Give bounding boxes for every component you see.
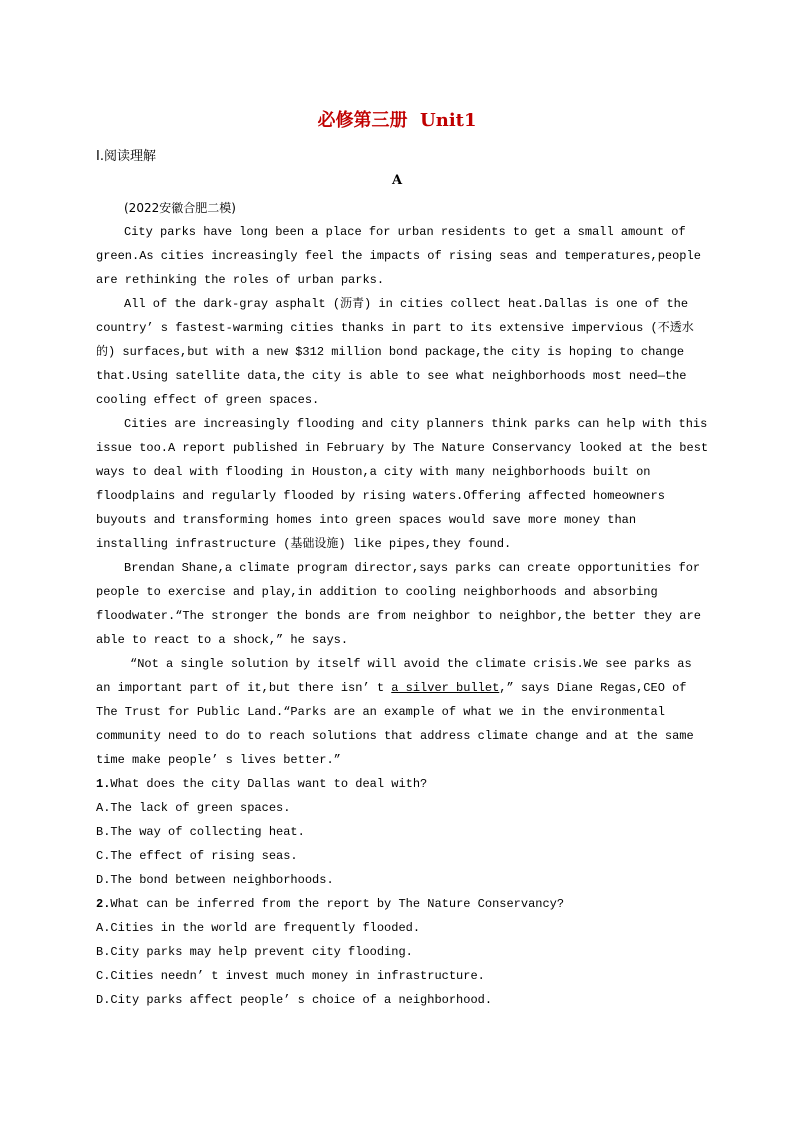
paragraph-5-line-4: community need to do to reach solutions that address climate change and at the same [96, 729, 694, 743]
question-2-option-b: B.City parks may help prevent city flooding. [96, 945, 413, 959]
question-2-option-d: D.City parks affect people’ s choice of a neighborhood. [96, 993, 493, 1007]
paragraph-3-line-4: floodplains and regularly flooded by rising waters.Offering affected homeowners [96, 489, 665, 503]
paragraph-4-line-1: Brendan Shane,a climate program director,says parks can create opportunities for [124, 561, 701, 575]
paragraph-4-line-2: people to exercise and play,in addition to cooling neighborhoods and absorbing [96, 585, 658, 599]
paragraph-5-line-3: The Trust for Public Land.“Parks are an example of what we in the environmental [96, 705, 665, 719]
question-1-option-c: C.The effect of rising seas. [96, 849, 298, 863]
paragraph-3-line-2: issue too.A report published in February by The Nature Conservancy looked at the best [96, 441, 709, 455]
paragraph-3-line-6: installing infrastructure (基础设施) like pipes,they found. [96, 537, 512, 551]
paragraph-2-line-2: country’ s fastest-warming cities thanks in part to its extensive impervious (不透水 [96, 321, 694, 335]
paragraph-1-line-2: green.As cities increasingly feel the impacts of rising seas and temperatures,people [96, 249, 701, 263]
paragraph-5-line-5: time make people’ s lives better.” [96, 753, 341, 767]
paragraph-1-line-3: are rethinking the roles of urban parks. [96, 273, 385, 287]
paragraph-4-line-4: able to react to a shock,” he says. [96, 633, 349, 647]
silver-bullet-phrase: a silver bullet [391, 681, 500, 695]
passage-source: (2022安徽合肥二模) [124, 201, 236, 215]
page-title: 必修第三册 Unit1 [317, 110, 477, 131]
question-1-text: What does the city Dallas want to deal with? [110, 777, 428, 791]
paragraph-5-line-1: “Not a single solution by itself will avoid the climate crisis.We see parks as [130, 657, 692, 671]
paragraph-3-line-5: buyouts and transforming homes into green spaces would save more money than [96, 513, 637, 527]
paragraph-3-line-3: ways to deal with flooding in Houston,a city with many neighborhoods built on [96, 465, 651, 479]
question-1-stem [96, 772, 696, 796]
paragraph-1-line-1: City parks have long been a place for urban residents to get a small amount of [124, 225, 686, 239]
question-2-option-c: C.Cities needn’ t invest much money in infrastructure. [96, 969, 485, 983]
paragraph-5-line-2 [96, 676, 696, 700]
section-heading: Ⅰ.阅读理解 [96, 149, 156, 164]
paragraph-2-line-4: that.Using satellite data,the city is able to see what neighborhoods most need—the [96, 369, 687, 383]
question-1-option-b: B.The way of collecting heat. [96, 825, 305, 839]
passage-body [96, 196, 709, 1012]
question-1-number: 1. [96, 777, 111, 791]
paragraph-5-line-2-before: an important part of it,but there isn’ t [96, 681, 392, 695]
paragraph-2-line-3: 的) surfaces,but with a new $312 million bond package,the city is hoping to change [96, 345, 685, 359]
paragraph-4-line-3: floodwater.“The stronger the bonds are from neighbor to neighbor,the better they are [96, 609, 701, 623]
passage-label: A [391, 173, 403, 188]
paragraph-5-line-2-after: ,” says Diane Regas,CEO of [499, 681, 687, 695]
paragraph-2-line-1: All of the dark-gray asphalt (沥青) in cities collect heat.Dallas is one of the [124, 297, 689, 311]
paragraph-2-line-5: cooling effect of green spaces. [96, 393, 320, 407]
paragraph-3-line-1: Cities are increasingly flooding and city planners think parks can help with this [124, 417, 708, 431]
question-2-number: 2. [96, 897, 111, 911]
question-2-stem [96, 892, 696, 916]
question-2-option-a: A.Cities in the world are frequently flooded. [96, 921, 421, 935]
question-2-text: What can be inferred from the report by The Nature Conservancy? [110, 897, 565, 911]
question-1-option-a: A.The lack of green spaces. [96, 801, 291, 815]
question-1-option-d: D.The bond between neighborhoods. [96, 873, 334, 887]
